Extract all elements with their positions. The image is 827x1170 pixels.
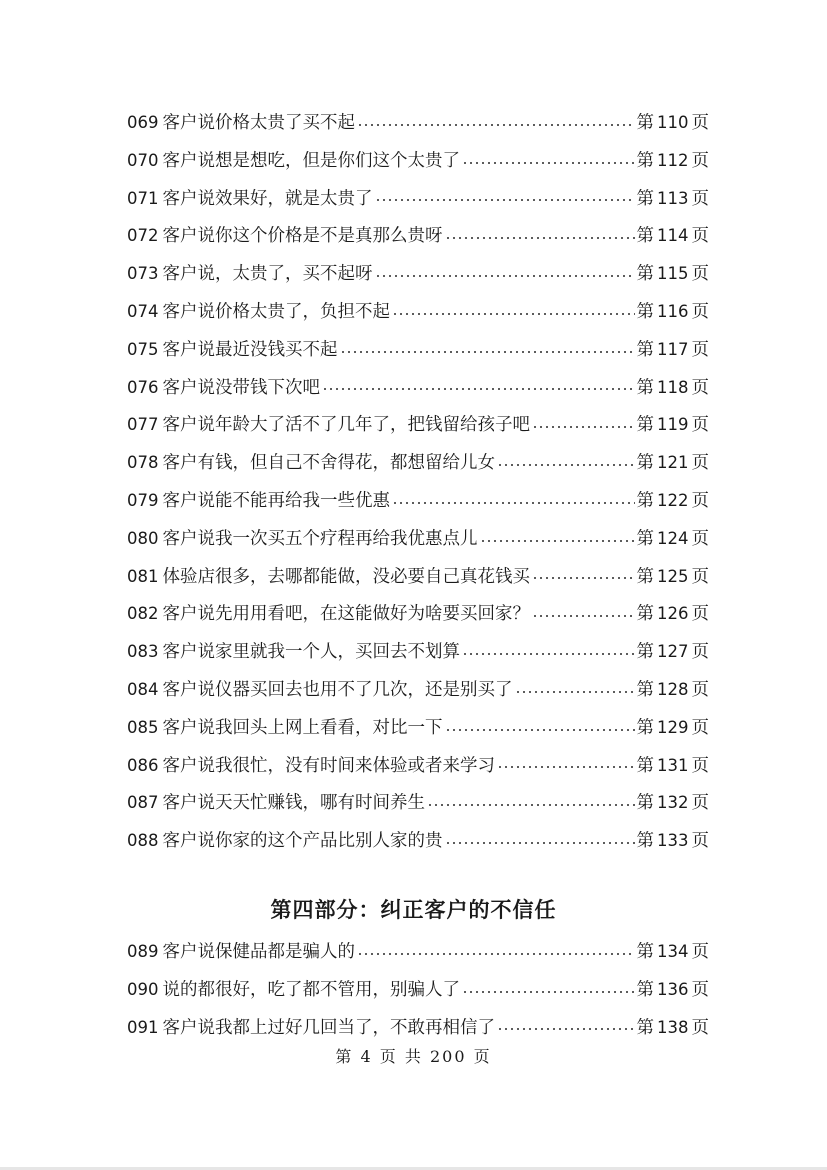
page-number: 112	[657, 150, 689, 170]
dot-leader	[427, 804, 635, 806]
section-title: 第四部分：纠正客户的不信任	[270, 898, 557, 922]
toc-entry	[127, 406, 709, 444]
entry-number: 080	[127, 528, 159, 548]
page-number: 113	[657, 188, 689, 208]
toc-entry	[127, 709, 709, 747]
page-number: 124	[657, 528, 689, 548]
toc-entry	[127, 482, 709, 520]
page-number: 134	[657, 942, 689, 961]
dot-leader	[480, 540, 635, 542]
page-number: 126	[657, 604, 689, 624]
entry-page	[637, 558, 710, 597]
entry-title: 客户说我很忙，没有时间来体验或者来学习	[162, 755, 495, 776]
dot-leader	[532, 615, 635, 617]
page-prefix: 第	[636, 150, 654, 171]
toc-entry	[127, 784, 709, 822]
page-suffix: 页	[691, 377, 709, 398]
page-suffix: 页	[691, 339, 709, 360]
page-prefix: 第	[636, 339, 654, 360]
page-prefix: 第	[636, 942, 654, 962]
entry-page	[637, 1009, 710, 1048]
page-suffix: 页	[691, 642, 709, 663]
toc-entry	[127, 822, 709, 860]
entry-number: 083	[127, 642, 159, 662]
entry-number: 075	[127, 339, 159, 359]
page-suffix: 页	[691, 150, 709, 171]
page-prefix: 第	[636, 831, 654, 852]
page-suffix: 页	[691, 755, 709, 776]
footer-suffix: 页	[473, 1047, 492, 1066]
page-suffix: 页	[691, 528, 709, 549]
entry-page	[637, 933, 710, 972]
page-prefix: 第	[636, 1017, 654, 1038]
page-number: 129	[657, 717, 689, 737]
entry-title: 客户说保健品都是骗人的	[162, 942, 355, 962]
entry-number: 089	[127, 942, 159, 961]
entry-page	[637, 255, 710, 294]
page-prefix: 第	[636, 528, 654, 549]
dot-leader	[532, 577, 635, 579]
dot-leader	[532, 426, 635, 428]
entry-title: 客户说我一次买五个疗程再给我优惠点儿	[162, 528, 478, 549]
entry-page	[637, 104, 710, 143]
page-prefix: 第	[636, 755, 654, 776]
entry-page	[637, 784, 710, 823]
page-number: 122	[657, 490, 689, 510]
toc-entry	[127, 1009, 709, 1047]
page-prefix: 第	[636, 453, 654, 474]
dot-leader	[445, 842, 635, 844]
entry-title: 客户说仪器买回去也用不了几次，还是别买了	[162, 679, 513, 700]
page-prefix: 第	[636, 264, 654, 285]
page-number: 114	[657, 226, 689, 246]
page-suffix: 页	[691, 415, 709, 436]
page-suffix: 页	[691, 793, 709, 814]
page-prefix: 第	[636, 377, 654, 398]
page-suffix: 页	[691, 113, 709, 133]
entry-page	[637, 822, 710, 861]
toc-entry	[127, 180, 709, 218]
entry-title: 客户说先用用看吧，在这能做好为啥要买回家？	[162, 604, 530, 625]
page-number: 128	[657, 679, 689, 699]
entry-title: 说的都很好，吃了都不管用，别骗人了	[162, 979, 460, 1000]
entry-title: 客户说，太贵了，买不起呀	[162, 264, 373, 285]
footer-prefix: 第	[335, 1047, 354, 1066]
toc-entry	[127, 369, 709, 407]
page-prefix: 第	[636, 979, 654, 1000]
entry-title: 客户说天天忙赚钱，哪有时间养生	[162, 793, 425, 814]
entry-title: 客户说我都上过好几回当了，不敢再相信了	[162, 1017, 495, 1038]
page-number: 133	[657, 831, 689, 851]
entry-number: 081	[127, 566, 159, 586]
page-number: 118	[657, 377, 689, 397]
entry-number: 079	[127, 490, 159, 510]
toc-entry	[127, 595, 709, 633]
dot-leader	[375, 275, 635, 277]
page-number: 119	[657, 415, 689, 435]
page-number: 136	[657, 979, 689, 999]
page-prefix: 第	[636, 642, 654, 663]
entry-number: 076	[127, 377, 159, 397]
page-suffix: 页	[691, 264, 709, 285]
dot-leader	[445, 729, 635, 731]
page-suffix: 页	[691, 717, 709, 738]
toc-list-part4	[127, 933, 709, 1046]
page-prefix: 第	[636, 566, 654, 587]
page-prefix: 第	[636, 415, 654, 436]
dot-leader	[497, 1028, 635, 1030]
page-number: 138	[657, 1017, 689, 1037]
toc-entry	[127, 520, 709, 558]
dot-leader	[340, 351, 635, 353]
toc-entry	[127, 747, 709, 785]
entry-title: 客户说最近没钱买不起	[162, 339, 338, 360]
toc-entry	[127, 633, 709, 671]
page-prefix: 第	[636, 490, 654, 511]
page-suffix: 页	[691, 566, 709, 587]
entry-number: 087	[127, 793, 159, 813]
entry-title: 客户说价格太贵了，负担不起	[162, 301, 390, 322]
entry-title: 客户说我回头上网上看看，对比一下	[162, 717, 443, 738]
page-suffix: 页	[691, 188, 709, 209]
entry-title: 客户说家里就我一个人，买回去不划算	[162, 642, 460, 663]
page-suffix: 页	[691, 979, 709, 1000]
dot-leader	[357, 953, 635, 955]
page-number: 115	[657, 264, 689, 284]
entry-page	[637, 369, 710, 408]
dot-leader	[515, 691, 635, 693]
page-prefix: 第	[636, 679, 654, 700]
toc-entry	[127, 142, 709, 180]
entry-page	[637, 595, 710, 634]
entry-title: 客户说你这个价格是不是真那么贵呀	[162, 226, 443, 247]
page-prefix: 第	[636, 113, 654, 133]
entry-page	[637, 331, 710, 370]
entry-title: 客户说年龄大了活不了几年了，把钱留给孩子吧	[162, 415, 530, 436]
entry-page	[637, 747, 710, 786]
entry-page	[637, 482, 710, 521]
dot-leader	[357, 124, 635, 126]
page-number: 125	[657, 566, 689, 586]
dot-leader	[462, 162, 635, 164]
toc-list-part3	[127, 104, 709, 860]
page-number: 132	[657, 793, 689, 813]
entry-number: 078	[127, 453, 159, 473]
page-suffix: 页	[691, 490, 709, 511]
toc-entry	[127, 255, 709, 293]
dot-leader	[497, 766, 635, 768]
page-number: 110	[657, 113, 689, 132]
page-number: 117	[657, 339, 689, 359]
entry-number: 086	[127, 755, 159, 775]
entry-number: 073	[127, 264, 159, 284]
entry-page	[637, 406, 710, 445]
entry-number: 070	[127, 150, 159, 170]
entry-page	[637, 180, 710, 219]
entry-page	[637, 444, 710, 483]
entry-page	[637, 671, 710, 710]
page-number: 121	[657, 453, 689, 473]
toc-entry	[127, 444, 709, 482]
page-suffix: 页	[691, 226, 709, 247]
page-suffix: 页	[691, 453, 709, 474]
entry-number: 091	[127, 1017, 159, 1037]
entry-number: 071	[127, 188, 159, 208]
entry-number: 069	[127, 113, 159, 132]
entry-number: 088	[127, 831, 159, 851]
entry-title: 客户说你家的这个产品比别人家的贵	[162, 831, 443, 852]
dot-leader	[445, 237, 635, 239]
page-footer	[0, 1044, 827, 1067]
toc-entry	[127, 971, 709, 1009]
page-prefix: 第	[636, 188, 654, 209]
page-prefix: 第	[636, 604, 654, 625]
toc-entry	[127, 217, 709, 255]
toc-entry	[127, 933, 709, 971]
page-prefix: 第	[636, 301, 654, 322]
dot-leader	[462, 653, 635, 655]
entry-page	[637, 520, 710, 559]
entry-number: 082	[127, 604, 159, 624]
page-number: 116	[657, 301, 689, 321]
toc-entry	[127, 558, 709, 596]
dot-leader	[322, 388, 635, 390]
page-suffix: 页	[691, 1017, 709, 1038]
entry-number: 084	[127, 679, 159, 699]
entry-title: 客户说没带钱下次吧	[162, 377, 320, 398]
dot-leader	[392, 502, 635, 504]
page-suffix: 页	[691, 942, 709, 962]
toc-entry	[127, 331, 709, 369]
footer-total-pages: 200	[429, 1047, 467, 1066]
entry-number: 090	[127, 979, 159, 999]
page-suffix: 页	[691, 679, 709, 700]
footer-mid: 页 共	[379, 1047, 423, 1066]
page-prefix: 第	[636, 226, 654, 247]
dot-leader	[375, 199, 635, 201]
dot-leader	[462, 991, 635, 993]
entry-page	[637, 709, 710, 748]
entry-page	[637, 142, 710, 181]
toc-entry	[127, 293, 709, 331]
dot-leader	[392, 313, 635, 315]
entry-title: 客户说能不能再给我一些优惠	[162, 490, 390, 511]
page-prefix: 第	[636, 717, 654, 738]
entry-number: 085	[127, 717, 159, 737]
page-suffix: 页	[691, 301, 709, 322]
entry-title: 客户有钱，但自己不舍得花，都想留给儿女	[162, 453, 495, 474]
entry-title: 客户说效果好，就是太贵了	[162, 188, 373, 209]
entry-page	[637, 217, 710, 256]
toc-entry	[127, 104, 709, 142]
entry-page	[637, 971, 710, 1010]
entry-number: 072	[127, 226, 159, 246]
toc-entry	[127, 671, 709, 709]
dot-leader	[497, 464, 635, 466]
page-suffix: 页	[691, 831, 709, 852]
entry-title: 客户说价格太贵了买不起	[162, 113, 355, 133]
entry-number: 074	[127, 301, 159, 321]
page-suffix: 页	[691, 604, 709, 625]
entry-title: 客户说想是想吃，但是你们这个太贵了	[162, 150, 460, 171]
entry-page	[637, 293, 710, 332]
entry-number: 077	[127, 415, 159, 435]
footer-current-page: 4	[360, 1047, 373, 1066]
entry-page	[637, 633, 710, 672]
page-number: 131	[657, 755, 689, 775]
page-number: 127	[657, 642, 689, 662]
entry-title: 体验店很多，去哪都能做，没必要自己真花钱买	[162, 566, 530, 587]
page-prefix: 第	[636, 793, 654, 814]
